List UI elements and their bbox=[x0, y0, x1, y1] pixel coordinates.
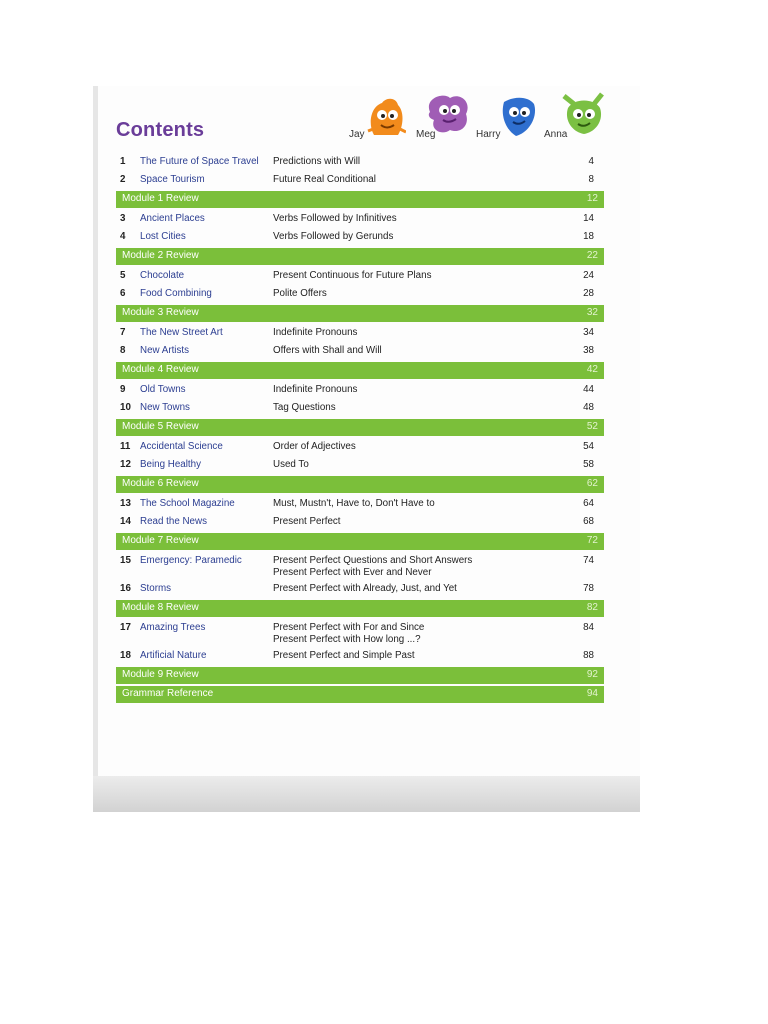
unit-number: 17 bbox=[120, 622, 131, 633]
unit-row[interactable] bbox=[116, 285, 604, 303]
unit-row[interactable] bbox=[116, 513, 604, 531]
unit-row[interactable] bbox=[116, 580, 604, 598]
review-page-number: 92 bbox=[586, 669, 598, 680]
review-page-number: 32 bbox=[586, 307, 598, 318]
grammar-topic bbox=[273, 650, 415, 662]
review-page-number: 42 bbox=[586, 364, 598, 375]
page-number: 88 bbox=[583, 650, 594, 661]
unit-row[interactable] bbox=[116, 153, 604, 171]
review-bar[interactable] bbox=[116, 419, 604, 436]
review-bar[interactable] bbox=[116, 191, 604, 208]
unit-row[interactable] bbox=[116, 171, 604, 189]
grammar-line: Present Perfect with Ever and Never bbox=[273, 567, 432, 578]
review-label: Module 9 Review bbox=[122, 669, 199, 680]
orange-character-icon bbox=[366, 95, 406, 144]
grammar-topic bbox=[273, 174, 376, 186]
unit-row[interactable] bbox=[116, 552, 604, 580]
page-number: 4 bbox=[588, 156, 594, 167]
grammar-topic bbox=[273, 498, 435, 510]
review-label: Module 7 Review bbox=[122, 535, 199, 546]
unit-row[interactable] bbox=[116, 495, 604, 513]
review-page-number: 72 bbox=[586, 535, 598, 546]
unit-number: 4 bbox=[120, 231, 126, 242]
character-name-anna: Anna bbox=[544, 129, 568, 140]
grammar-topic bbox=[273, 156, 360, 168]
unit-title: New Artists bbox=[140, 345, 189, 356]
grammar-line: Present Perfect and Simple Past bbox=[273, 650, 415, 661]
review-page-number: 94 bbox=[586, 688, 598, 699]
review-bar[interactable] bbox=[116, 476, 604, 493]
unit-row[interactable] bbox=[116, 342, 604, 360]
review-label: Module 2 Review bbox=[122, 250, 199, 261]
review-bar[interactable] bbox=[116, 533, 604, 550]
unit-row[interactable] bbox=[116, 324, 604, 342]
grammar-topic bbox=[273, 402, 336, 414]
grammar-topic bbox=[273, 516, 341, 528]
review-label: Module 5 Review bbox=[122, 421, 199, 432]
unit-number: 5 bbox=[120, 270, 126, 281]
review-bar[interactable] bbox=[116, 248, 604, 265]
review-label: Module 6 Review bbox=[122, 478, 199, 489]
review-page-number: 52 bbox=[586, 421, 598, 432]
unit-row[interactable] bbox=[116, 381, 604, 399]
review-page-number: 82 bbox=[586, 602, 598, 613]
review-label: Module 4 Review bbox=[122, 364, 199, 375]
page-number: 68 bbox=[583, 516, 594, 527]
grammar-line: Future Real Conditional bbox=[273, 174, 376, 185]
grammar-line: Present Perfect with How long ...? bbox=[273, 634, 421, 645]
page-number: 44 bbox=[583, 384, 594, 395]
grammar-line: Present Perfect Questions and Short Answers bbox=[273, 555, 473, 566]
unit-row[interactable] bbox=[116, 210, 604, 228]
grammar-topic bbox=[273, 441, 356, 453]
unit-number: 13 bbox=[120, 498, 131, 509]
unit-title: Chocolate bbox=[140, 270, 185, 281]
grammar-line: Indefinite Pronouns bbox=[273, 384, 358, 395]
grammar-line: Must, Mustn't, Have to, Don't Have to bbox=[273, 498, 435, 509]
page-number: 78 bbox=[583, 583, 594, 594]
character-name-jay: Jay bbox=[349, 129, 365, 140]
grammar-topic bbox=[273, 345, 382, 357]
review-label: Module 1 Review bbox=[122, 193, 199, 204]
unit-row[interactable] bbox=[116, 456, 604, 474]
page-title: Contents bbox=[116, 119, 205, 141]
page-number: 8 bbox=[588, 174, 594, 185]
unit-row[interactable] bbox=[116, 267, 604, 285]
unit-number: 11 bbox=[120, 441, 131, 452]
grammar-topic bbox=[273, 288, 327, 300]
review-label: Module 8 Review bbox=[122, 602, 199, 613]
review-page-number: 22 bbox=[586, 250, 598, 261]
character-name-harry: Harry bbox=[476, 129, 501, 140]
unit-title: Being Healthy bbox=[140, 459, 201, 470]
review-bar[interactable] bbox=[116, 362, 604, 379]
grammar-line: Polite Offers bbox=[273, 288, 327, 299]
unit-title: Accidental Science bbox=[140, 441, 223, 452]
review-page-number: 62 bbox=[586, 478, 598, 489]
grammar-topic bbox=[273, 384, 357, 396]
unit-number: 18 bbox=[120, 650, 131, 661]
unit-row[interactable] bbox=[116, 399, 604, 417]
grammar-line: Present Continuous for Future Plans bbox=[273, 270, 432, 281]
grammar-line: Verbs Followed by Gerunds bbox=[273, 231, 394, 242]
purple-character-icon bbox=[424, 92, 472, 143]
review-label: Module 3 Review bbox=[122, 307, 199, 318]
unit-title: Amazing Trees bbox=[140, 622, 206, 633]
page-number: 84 bbox=[583, 622, 594, 633]
unit-title: Old Towns bbox=[140, 384, 186, 395]
unit-number: 6 bbox=[120, 288, 126, 299]
unit-title: Storms bbox=[140, 583, 172, 594]
grammar-topic bbox=[273, 231, 393, 243]
grammar-line: Predictions with Will bbox=[273, 156, 361, 167]
unit-number: 9 bbox=[120, 384, 126, 395]
grammar-line: Offers with Shall and Will bbox=[273, 345, 382, 356]
unit-number: 7 bbox=[120, 327, 126, 338]
grammar-line: Present Perfect with For and Since bbox=[273, 622, 425, 633]
page-number: 48 bbox=[583, 402, 594, 413]
grammar-line: Verbs Followed by Infinitives bbox=[273, 213, 397, 224]
table-of-contents bbox=[116, 153, 604, 705]
page-number: 24 bbox=[583, 270, 594, 281]
grammar-line: Used To bbox=[273, 459, 309, 470]
unit-title: Space Tourism bbox=[140, 174, 205, 185]
grammar-topic bbox=[273, 459, 309, 471]
unit-number: 1 bbox=[120, 156, 126, 167]
grammar-topic bbox=[273, 213, 397, 225]
page-number: 14 bbox=[583, 213, 594, 224]
unit-number: 12 bbox=[120, 459, 131, 470]
unit-title: Emergency: Paramedic bbox=[140, 555, 242, 566]
grammar-line: Order of Adjectives bbox=[273, 441, 356, 452]
review-page-number: 12 bbox=[586, 193, 598, 204]
review-bar[interactable] bbox=[116, 686, 604, 703]
unit-row[interactable] bbox=[116, 647, 604, 665]
unit-number: 14 bbox=[120, 516, 131, 527]
review-bar[interactable] bbox=[116, 305, 604, 322]
unit-title: The School Magazine bbox=[140, 498, 235, 509]
unit-title: Food Combining bbox=[140, 288, 212, 299]
page-number: 58 bbox=[583, 459, 594, 470]
review-bar[interactable] bbox=[116, 667, 604, 684]
unit-number: 15 bbox=[120, 555, 131, 566]
page-number: 34 bbox=[583, 327, 594, 338]
unit-row[interactable] bbox=[116, 619, 604, 647]
page-number: 18 bbox=[583, 231, 594, 242]
review-bar[interactable] bbox=[116, 600, 604, 617]
character-name-meg: Meg bbox=[416, 129, 436, 140]
grammar-topic bbox=[273, 270, 431, 282]
unit-number: 16 bbox=[120, 583, 131, 594]
unit-title: Artificial Nature bbox=[140, 650, 207, 661]
grammar-line: Tag Questions bbox=[273, 402, 336, 413]
grammar-topic bbox=[273, 327, 357, 339]
grammar-line: Present Perfect bbox=[273, 516, 341, 527]
unit-row[interactable] bbox=[116, 228, 604, 246]
grammar-topic bbox=[273, 555, 472, 579]
page-number: 74 bbox=[583, 555, 594, 566]
unit-title: Lost Cities bbox=[140, 231, 186, 242]
blue-character-icon bbox=[498, 94, 538, 145]
grammar-line: Present Perfect with Already, Just, and Yet bbox=[273, 583, 457, 594]
scan-bottom-shadow bbox=[93, 776, 640, 812]
grammar-topic bbox=[273, 583, 457, 595]
unit-title: New Towns bbox=[140, 402, 190, 413]
unit-title: The New Street Art bbox=[140, 327, 223, 338]
scan-edge-shadow bbox=[93, 86, 98, 776]
page-number: 28 bbox=[583, 288, 594, 299]
page-number: 38 bbox=[583, 345, 594, 356]
grammar-topic bbox=[273, 622, 424, 646]
unit-title: Ancient Places bbox=[140, 213, 205, 224]
page-number: 64 bbox=[583, 498, 594, 509]
unit-title: The Future of Space Travel bbox=[140, 156, 259, 167]
green-character-icon bbox=[560, 92, 606, 143]
unit-number: 3 bbox=[120, 213, 126, 224]
unit-row[interactable] bbox=[116, 438, 604, 456]
review-label: Grammar Reference bbox=[122, 688, 214, 699]
grammar-line: Indefinite Pronouns bbox=[273, 327, 358, 338]
unit-number: 2 bbox=[120, 174, 126, 185]
unit-number: 8 bbox=[120, 345, 126, 356]
unit-number: 10 bbox=[120, 402, 131, 413]
page-number: 54 bbox=[583, 441, 594, 452]
unit-title: Read the News bbox=[140, 516, 207, 527]
